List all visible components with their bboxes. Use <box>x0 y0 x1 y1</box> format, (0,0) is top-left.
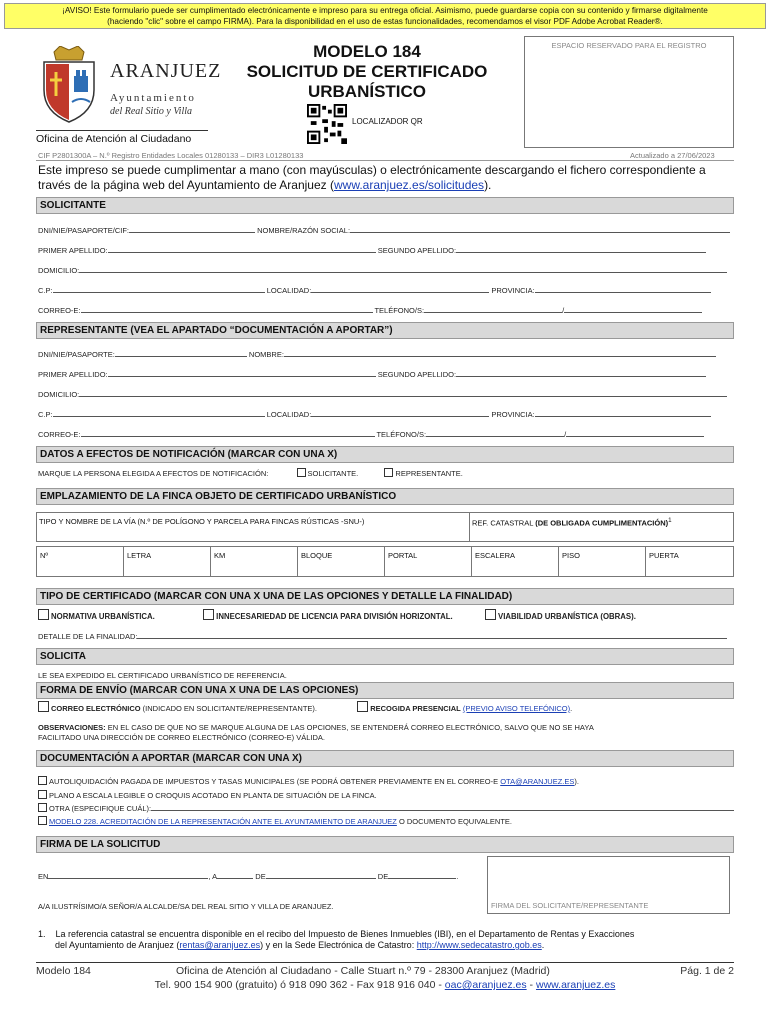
notificacion-row: MARQUE LA PERSONA ELEGIDA A EFECTOS DE NOTIFICACIÓN: SOLICITANTE. REPRESENTANTE. <box>38 469 463 478</box>
autoliquidacion-checkbox[interactable] <box>38 776 47 785</box>
representante-row-3: DOMICILIO: <box>38 390 734 400</box>
modelo-228-link[interactable]: MODELO 228. ACREDITACIÓN DE LA REPRESENTACIÓN ANTE EL AYUNTAMIENTO DE ARANJUEZ <box>49 817 397 826</box>
innecesariedad-checkbox[interactable] <box>203 609 214 620</box>
intro-text: Este impreso se puede cumplimentar a mano (con mayúsculas) o electrónicamente descargando el fichero correspondiente a través de la página web del Ayuntamiento de Aranjuez (www.aranjuez.es/solicitudes). <box>38 163 706 192</box>
qr-code-icon[interactable] <box>307 104 347 144</box>
solicita-text: LE SEA EXPEDIDO EL CERTIFICADO URBANÍSTICO DE REFERENCIA. <box>38 671 287 680</box>
via-input[interactable]: TIPO Y NOMBRE DE LA VÍA (N.º DE POLÍGONO Y PARCELA PARA FINCAS RÚSTICAS -SNU-) <box>36 512 470 542</box>
bloque-cell[interactable]: BLOQUE <box>298 547 385 576</box>
solicitante-localidad-input[interactable] <box>311 286 489 293</box>
representante-cp-input[interactable] <box>53 410 265 417</box>
escalera-cell[interactable]: ESCALERA <box>472 547 559 576</box>
footer-oac-email-link[interactable]: oac@aranjuez.es <box>444 979 527 991</box>
representante-row-5: CORREO-E: TELÉFONO/S: / <box>38 430 734 440</box>
doc-item-4: MODELO 228. ACREDITACIÓN DE LA REPRESENTACIÓN ANTE EL AYUNTAMIENTO DE ARANJUEZ O DOCUMENTO EQUIVALENTE. <box>38 816 734 827</box>
correo-electronico-checkbox[interactable] <box>38 701 49 712</box>
section-firma: FIRMA DE LA SOLICITUD <box>36 836 734 853</box>
rentas-email-link[interactable]: rentas@aranjuez.es <box>179 940 261 950</box>
ref-catastral-input[interactable]: REF. CATASTRAL (DE OBLIGADA CUMPLIMENTACIÓN)$^1$ <box>469 512 734 542</box>
office-label: Oficina de Atención al Ciudadano <box>36 133 192 145</box>
solicitante-nombre-input[interactable] <box>350 226 730 233</box>
tipo-options: NORMATIVA URBANÍSTICA. INNECESARIEDAD DE LICENCIA PARA DIVISIÓN HORIZONTAL. VIABILIDAD URBANÍSTICA (OBRAS). <box>38 609 734 623</box>
otra-input[interactable] <box>151 804 734 811</box>
firma-lugar-input[interactable] <box>48 872 208 879</box>
real-sitio-label: del Real Sitio y Villa <box>110 106 193 117</box>
puerta-cell[interactable]: PUERTA <box>649 551 679 560</box>
doc-item-2: PLANO A ESCALA LEGIBLE O CROQUIS ACOTADO EN PLANTA DE SITUACIÓN DE LA FINCA. <box>38 790 734 801</box>
plano-checkbox[interactable] <box>38 790 47 799</box>
registry-reserved-box: ESPACIO RESERVADO PARA EL REGISTRO <box>524 36 734 148</box>
representante-telefono1-input[interactable] <box>426 430 564 437</box>
ayuntamiento-label: Ayuntamiento <box>110 92 196 104</box>
coat-of-arms-icon <box>36 46 102 124</box>
qr-label: LOCALIZADOR QR <box>352 117 423 126</box>
km-cell[interactable]: KM <box>211 547 298 576</box>
cif-line: CIF P2801300A – N.º Registro Entidades Locales 01280133 – DIR3 L01280133 <box>38 151 304 160</box>
warning-line-1: ¡AVISO! Este formulario puede ser cumplimentado electrónicamente e impreso para su entrega oficial. Asimismo, puede guardarse copia con su contenido y firmarse digitalmente <box>62 6 708 15</box>
representante-row-1: DNI/NIE/PASAPORTE: NOMBRE: <box>38 350 734 360</box>
solicitante-row-4: C.P: LOCALIDAD: PROVINCIA: <box>38 286 734 296</box>
solicitante-apellido2-input[interactable] <box>456 246 706 253</box>
solicitante-telefono2-input[interactable] <box>564 306 702 313</box>
section-representante: REPRESENTANTE (VEA EL APARTADO “DOCUMENTACIÓN A APORTAR”) <box>36 322 734 339</box>
firma-mes-input[interactable] <box>266 872 376 879</box>
solicitante-telefono1-input[interactable] <box>424 306 562 313</box>
firma-lugar-fecha: EN , A DE DE . <box>38 872 459 881</box>
observaciones-line-1: OBSERVACIONES: EN EL CASO DE QUE NO SE MARQUE ALGUNA DE LAS OPCIONES, SE ENTENDERÁ CORREO ELECTRÓNICO, SALVO QUE NO SE HAYA <box>38 723 594 732</box>
footer-office: Oficina de Atención al Ciudadano - Calle Stuart n.º 79 - 28300 Aranjuez (Madrid) <box>176 965 550 977</box>
otra-checkbox[interactable] <box>38 803 47 812</box>
portal-cell[interactable]: PORTAL <box>385 547 472 576</box>
firma-anio-input[interactable] <box>388 872 456 879</box>
notificacion-solicitante-checkbox[interactable] <box>297 468 306 477</box>
section-solicitante: SOLICITANTE <box>36 197 734 214</box>
doc-item-3: OTRA (ESPECIFIQUE CUÁL): <box>38 803 734 814</box>
doc-item-1: AUTOLIQUIDACIÓN PAGADA DE IMPUESTOS Y TASAS MUNICIPALES (SE PODRÁ OBTENER PREVIAMENTE EN EL CORREO-E OTA@ARANJUEZ.ES). <box>38 776 734 787</box>
representante-dni-input[interactable] <box>115 350 247 357</box>
alcalde-label: A/A ILUSTRÍSIMO/A SEÑOR/A ALCALDE/SA DEL REAL SITIO Y VILLA DE ARANJUEZ. <box>38 902 334 911</box>
representante-localidad-input[interactable] <box>311 410 489 417</box>
solicitante-row-2: PRIMER APELLIDO: SEGUNDO APELLIDO: <box>38 246 734 256</box>
solicitante-row-5: CORREO-E: TELÉFONO/S: / <box>38 306 734 316</box>
signature-field-label: FIRMA DEL SOLICITANTE/REPRESENTANTE <box>491 901 649 910</box>
recogida-presencial-checkbox[interactable] <box>357 701 368 712</box>
updated-date: Actualizado a 27/06/2023 <box>630 151 715 160</box>
representante-apellido1-input[interactable] <box>108 370 376 377</box>
envio-options: CORREO ELECTRÓNICO (INDICADO EN SOLICITANTE/REPRESENTANTE). RECOGIDA PRESENCIAL (PREVIO AVISO TELEFÓNICO). <box>38 701 734 715</box>
footer-page-number: Pág. 1 de 2 <box>680 965 734 977</box>
modelo-228-checkbox[interactable] <box>38 816 47 825</box>
solicitante-row-3: DOMICILIO: <box>38 266 734 276</box>
solicitante-provincia-input[interactable] <box>535 286 711 293</box>
representante-correo-input[interactable] <box>81 430 375 437</box>
representante-provincia-input[interactable] <box>535 410 711 417</box>
form-title: MODELO 184 SOLICITUD DE CERTIFICADO URBANÍSTICO <box>246 42 488 101</box>
solicitante-correo-input[interactable] <box>81 306 373 313</box>
section-tipo-certificado: TIPO DE CERTIFICADO (MARCAR CON UNA X UNA DE LAS OPCIONES Y DETALLE LA FINALIDAD) <box>36 588 734 605</box>
solicitante-cp-input[interactable] <box>53 286 265 293</box>
section-solicita: SOLICITA <box>36 648 734 665</box>
footnote: 1. La referencia catastral se encuentra disponible en el recibo del Impuesto de Bienes Inmuebles (IBI), en el Departamento de Rentas y Exacciones del Ayuntamiento de Aranjuez (rentas@aranjuez.es) y en la Sede Electrónica de Catastro: http://www.sedecatastro.gob.es. <box>38 929 635 950</box>
representante-telefono2-input[interactable] <box>566 430 704 437</box>
numero-cell[interactable]: Nº <box>37 547 124 576</box>
observaciones-line-2: FACILITADO UNA DIRECCIÓN DE CORREO ELECTRÓNICO (CORREO-E) VÁLIDA. <box>38 733 325 742</box>
firma-dia-input[interactable] <box>217 872 253 879</box>
ota-email-link[interactable]: OTA@ARANJUEZ.ES <box>500 777 575 786</box>
page-footer: Modelo 184 Oficina de Atención al Ciudadano - Calle Stuart n.º 79 - 28300 Aranjuez (Madrid) Pág. 1 de 2 Tel. 900 154 900 (gratuito) ó 918 090 362 - Fax 918 916 040 - oac@aranjuez.es - www.aranjuez.es <box>36 962 734 991</box>
sede-catastro-link[interactable]: http://www.sedecatastro.gob.es <box>416 940 542 950</box>
section-forma-envio: FORMA DE ENVÍO (MARCAR CON UNA X UNA DE LAS OPCIONES) <box>36 682 734 699</box>
solicitante-dni-input[interactable] <box>129 226 255 233</box>
address-details-row <box>36 546 734 577</box>
warning-line-2: (haciendo "clic" sobre el campo FIRMA). Para la disponibilidad en el uso de estas funcionalidades, recomendamos el visor PDF Adobe Acrobat Reader®. <box>107 17 663 26</box>
piso-cell[interactable]: PISO <box>559 547 646 576</box>
solicitante-row-1: DNI/NIE/PASAPORTE/CIF: NOMBRE/RAZÓN SOCIAL: <box>38 226 734 236</box>
town-name: ARANJUEZ <box>110 60 222 82</box>
notificacion-representante-checkbox[interactable] <box>384 468 393 477</box>
warning-banner <box>4 3 766 29</box>
detalle-finalidad-input[interactable] <box>137 632 727 639</box>
representante-domicilio-input[interactable] <box>79 390 727 397</box>
representante-row-2: PRIMER APELLIDO: SEGUNDO APELLIDO: <box>38 370 734 380</box>
solicitudes-link[interactable]: www.aranjuez.es/solicitudes <box>333 178 485 192</box>
representante-row-4: C.P: LOCALIDAD: PROVINCIA: <box>38 410 734 420</box>
footer-web-link[interactable]: www.aranjuez.es <box>535 979 616 991</box>
representante-nombre-input[interactable] <box>284 350 716 357</box>
section-notificacion: DATOS A EFECTOS DE NOTIFICACIÓN (MARCAR CON UNA X) <box>36 446 734 463</box>
normativa-checkbox[interactable] <box>38 609 49 620</box>
solicitante-domicilio-input[interactable] <box>79 266 727 273</box>
representante-apellido2-input[interactable] <box>456 370 706 377</box>
section-emplazamiento: EMPLAZAMIENTO DE LA FINCA OBJETO DE CERTIFICADO URBANÍSTICO <box>36 488 734 505</box>
footer-modelo: Modelo 184 <box>36 965 91 977</box>
signature-field[interactable] <box>487 856 730 914</box>
detalle-finalidad-row: DETALLE DE LA FINALIDAD: <box>38 632 734 642</box>
solicitante-apellido1-input[interactable] <box>108 246 376 253</box>
section-documentacion: DOCUMENTACIÓN A APORTAR (MARCAR CON UNA X) <box>36 750 734 767</box>
letra-cell[interactable]: LETRA <box>124 547 211 576</box>
viabilidad-checkbox[interactable] <box>485 609 496 620</box>
